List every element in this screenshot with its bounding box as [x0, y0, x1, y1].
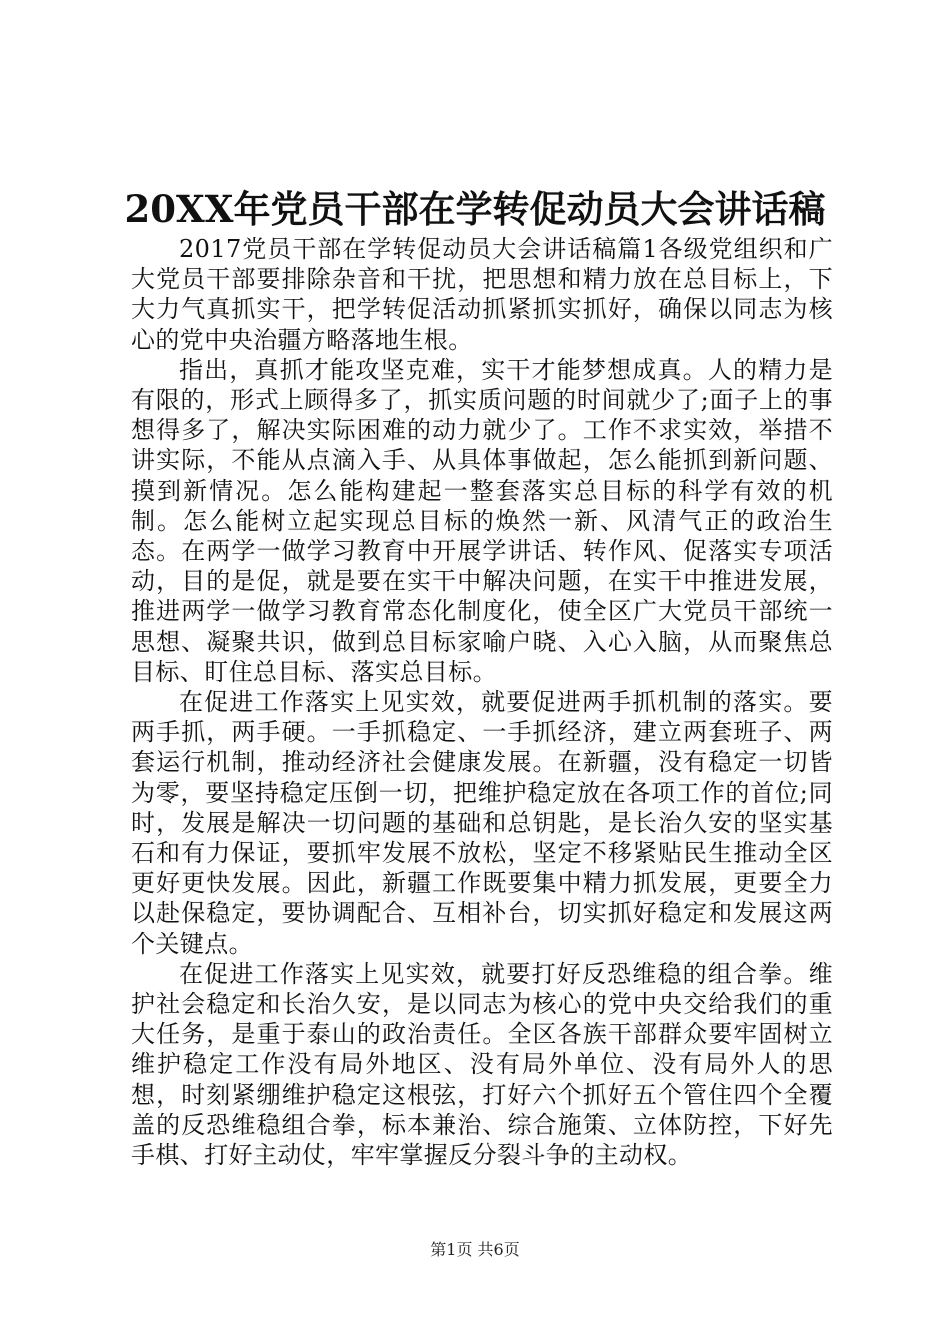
- page-footer: [0, 1240, 950, 1260]
- paragraph-1: 2017党员干部在学转促动员大会讲话稿篇1各级党组织和广大党员干部要排除杂音和干扰，把思想和精力放在总目标上，下大力气真抓实干，把学转促活动抓紧抓实抓好，确保以同志为核心的党中央治疆方略落地生根。: [131, 235, 833, 354]
- document-title: 20XX年党员干部在学转促动员大会讲话稿: [124, 187, 826, 231]
- paragraph-4: 在促进工作落实上见实效，就要打好反恐维稳的组合拳。维护社会稳定和长治久安，是以同志为核心的党中央交给我们的重大任务，是重于泰山的政治责任。全区各族干部群众要牢固树立维护稳定工作没有局外地区、没有局外单位、没有局外人的思想，时刻紧绷维护稳定这根弦，打好六个抓好五个管住四个全覆盖的反恐维稳组合拳，标本兼治、综合施策、立体防控，下好先手棋、打好主动仗，牢牢掌握反分裂斗争的主动权。: [131, 959, 833, 1170]
- paragraph-3: 在促进工作落实上见实效，就要促进两手抓机制的落实。要两手抓，两手硬。一手抓稳定、一手抓经济，建立两套班子、两套运行机制，推动经济社会健康发展。在新疆，没有稳定一切皆为零，要坚持稳定压倒一切，把维护稳定放在各项工作的首位;同时，发展是解决一切问题的基础和总钥匙，是长治久安的坚实基石和有力保证，要抓牢发展不放松，坚定不移紧贴民生推动全区更好更快发展。因此，新疆工作既要集中精力抓发展，更要全力以赴保稳定，要协调配合、互相补台，切实抓好稳定和发展这两个关键点。: [131, 688, 833, 958]
- paragraph-2: 指出，真抓才能攻坚克难，实干才能梦想成真。人的精力是有限的，形式上顾得多了，抓实质问题的时间就少了;面子上的事想得多了，解决实际困难的动力就少了。工作不求实效，举措不讲实际，不能从点滴入手、从具体事做起，怎么能抓到新问题、摸到新情况。怎么能构建起一整套落实总目标的科学有效的机制。怎么能树立起实现总目标的焕然一新、风清气正的政治生态。在两学一做学习教育中开展学讲话、转作风、促落实专项活动，目的是促，就是要在实干中解决问题，在实干中推进发展，推进两学一做学习教育常态化制度化，使全区广大党员干部统一思想、凝聚共识，做到总目标家喻户晓、入心入脑，从而聚焦总目标、盯住总目标、落实总目标。: [131, 355, 833, 686]
- page-indicator: 第1页 共6页: [430, 1240, 520, 1259]
- document-body: [131, 234, 833, 1170]
